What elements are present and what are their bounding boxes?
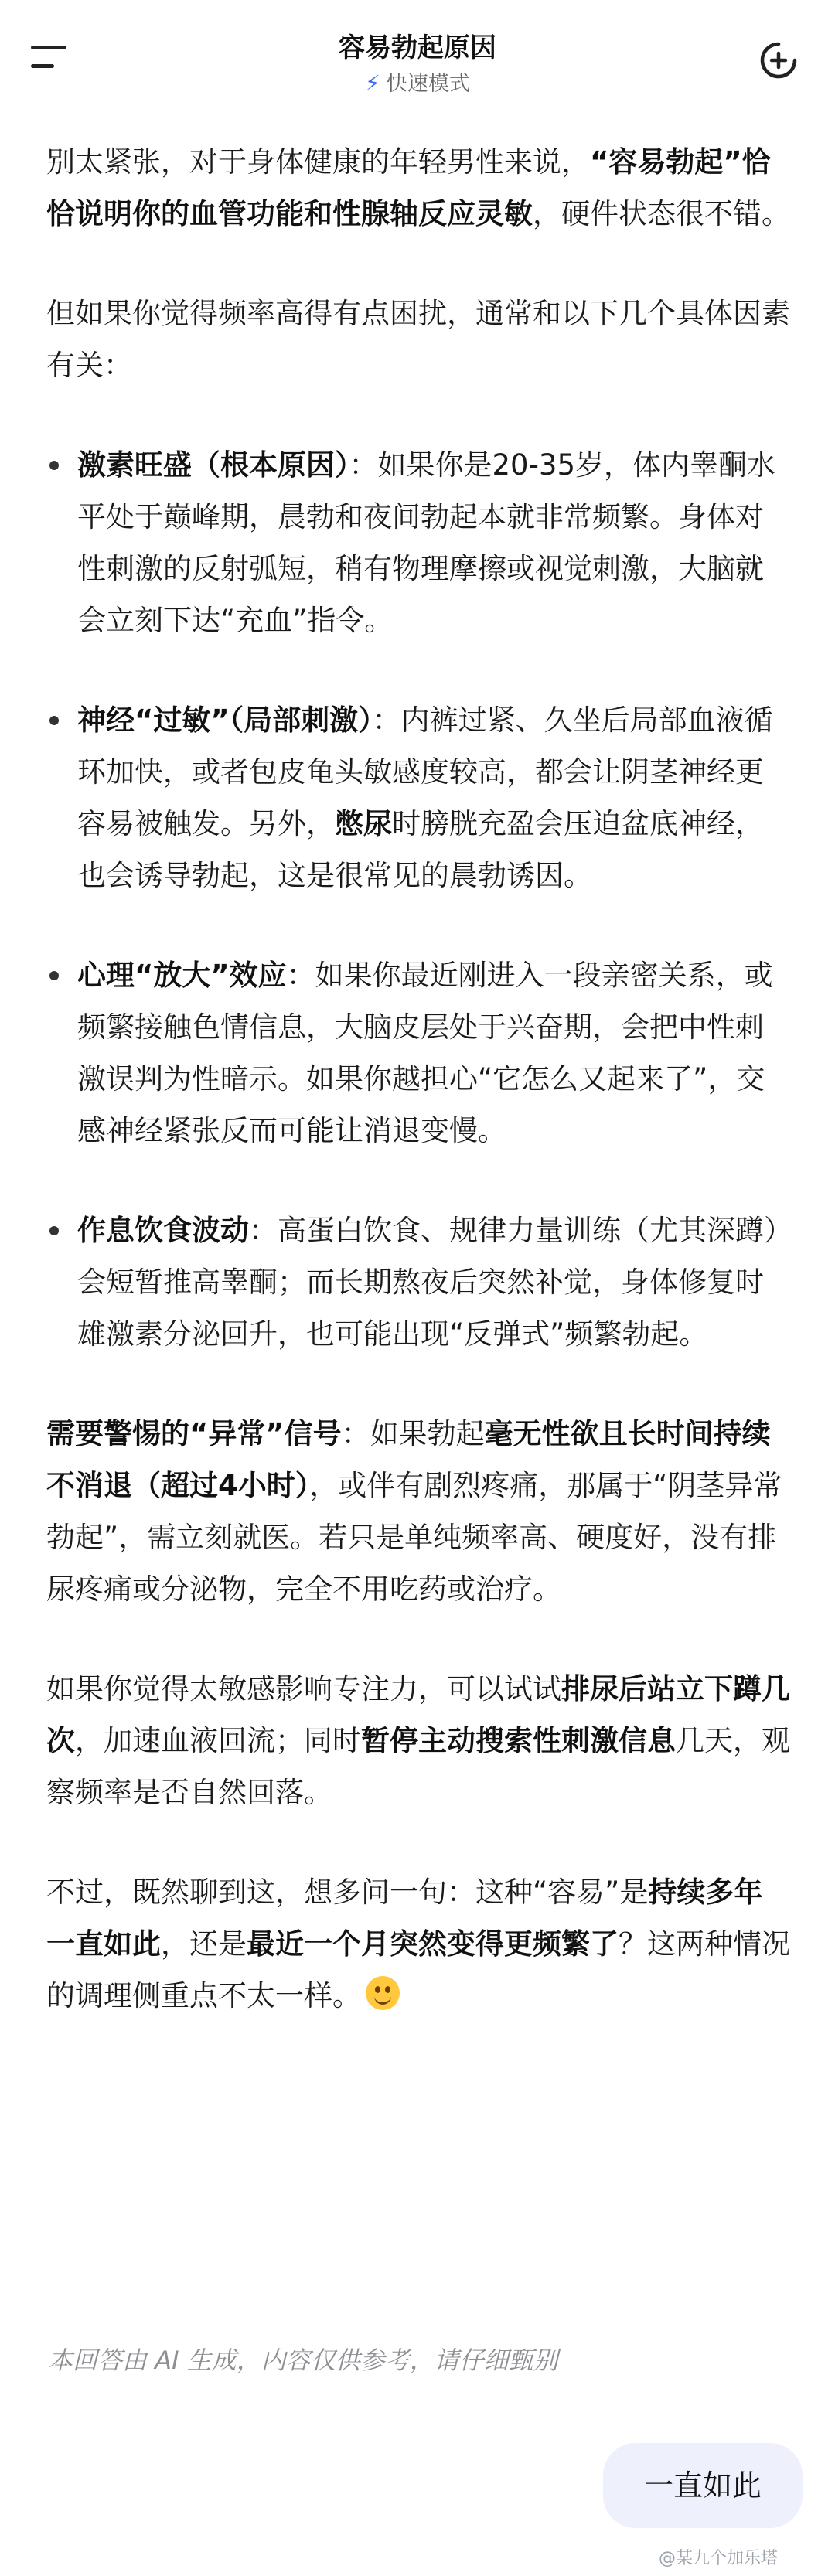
bullet-dot bbox=[49, 971, 59, 980]
list-item: 心理“放大”效应：如果你最近刚进入一段亲密关系，或频繁接触色情信息，大脑皮层处于兴奋期，会把中性刺激误判为性暗示。如果你越担心“它怎么又起来了”，交感神经紧张反而可能让消退变慢。 bbox=[46, 949, 790, 1157]
chat-title[interactable]: 容易勃起原因 bbox=[339, 32, 496, 63]
smiling-face-icon bbox=[366, 1976, 400, 2010]
top-bar bbox=[0, 0, 835, 116]
answer-paragraph-4: 如果你觉得太敏感影响专注力，可以试试排尿后站立下蹲几次，加速血液回流；同时暂停主动搜索性刺激信息几天，观察频率是否自然回落。 bbox=[46, 1672, 790, 1809]
ai-disclaimer: 本回答由 AI 生成，内容仅供参考，请仔细甄别 bbox=[48, 2346, 558, 2375]
mode-label: 快速模式 bbox=[386, 72, 470, 96]
lightning-icon: ⚡ bbox=[365, 70, 380, 96]
list-item: 激素旺盛（根本原因）：如果你是20-35岁，体内睾酮水平处于巅峰期，晨勃和夜间勃起本就非常频繁。身体对性刺激的反射弧短，稍有物理摩擦或视觉刺激，大脑就会立刻下达“充血”指令。 bbox=[46, 439, 790, 646]
answer-paragraph-2: 但如果你觉得频率高得有点困扰，通常和以下几个具体因素有关： bbox=[46, 297, 790, 382]
bullet-dot bbox=[49, 1226, 59, 1235]
answer-paragraph-5: 不过，既然聊到这，想多问一句：这种“容易”是持续多年一直如此，还是最近一个月突然变得更频繁了？这两种情况的调理侧重点不太一样。 bbox=[46, 1876, 790, 2012]
answer-paragraph-3: 需要警惕的“异常”信号：如果勃起毫无性欲且长时间持续不消退（超过4小时），或伴有剧烈疼痛，那属于“阴茎异常勃起”，需立刻就医。若只是单纯频率高、硬度好，没有排尿疼痛或分泌物，完全不用吃药或治疗。 bbox=[46, 1417, 782, 1606]
list-item: 神经“过敏”（局部刺激）：内裤过紧、久坐后局部血液循环加快，或者包皮龟头敏感度较高，都会让阴茎神经更容易被触发。另外，憋尿时膀胱充盈会压迫盆底神经，也会诱导勃起，这是很常见的晨勃诱因。 bbox=[46, 694, 790, 901]
bullet-dot bbox=[49, 716, 59, 725]
bullet-dot bbox=[49, 461, 59, 470]
watermark: @某九个加乐塔 bbox=[659, 2549, 779, 2568]
ai-answer bbox=[46, 136, 790, 2022]
list-item: 作息饮食波动：高蛋白饮食、规律力量训练（尤其深蹲）会短暂推高睾酮；而长期熬夜后突然补觉，身体修复时雄激素分泌回升，也可能出现“反弹式”频繁勃起。 bbox=[46, 1205, 790, 1360]
answer-paragraph-1: 别太紧张，对于身体健康的年轻男性来说，“容易勃起”恰恰说明你的血管功能和性腺轴反应灵敏，硬件状态很不错。 bbox=[46, 145, 790, 230]
user-message-bubble[interactable]: 一直如此 bbox=[603, 2443, 803, 2528]
new-chat-plus-icon[interactable] bbox=[758, 40, 799, 80]
mode-indicator[interactable] bbox=[0, 66, 835, 97]
